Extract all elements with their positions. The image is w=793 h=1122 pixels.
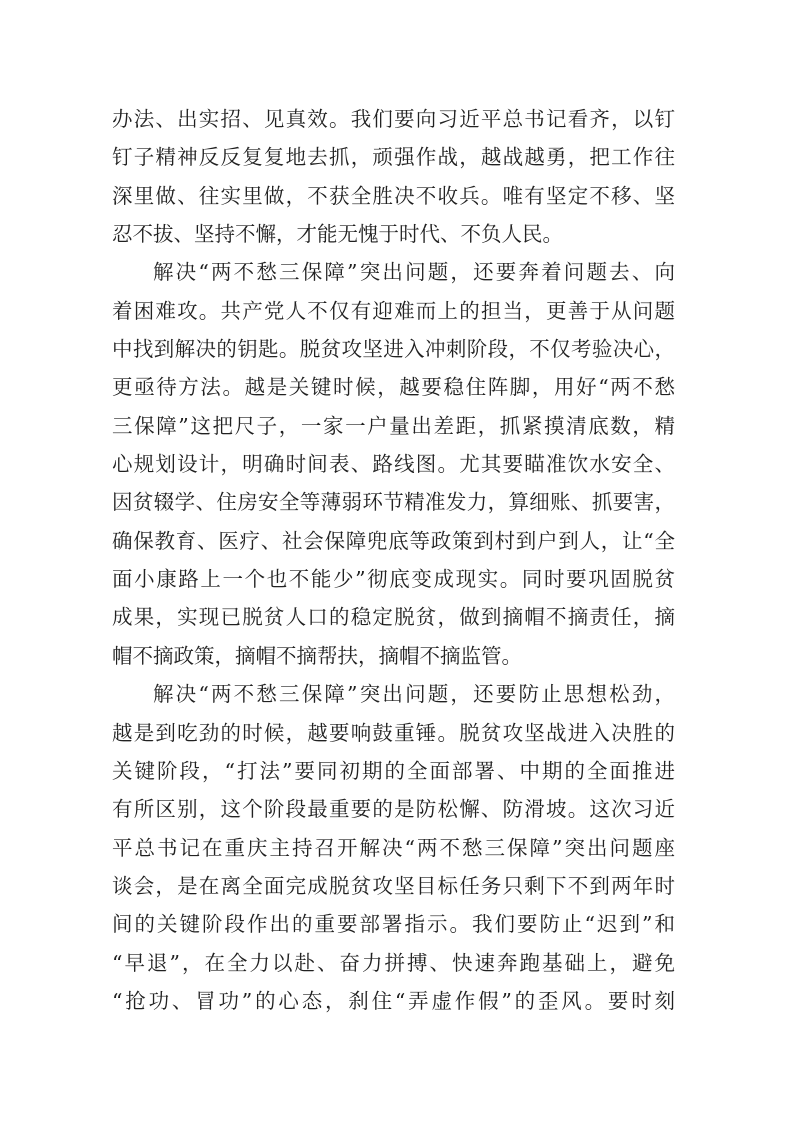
text-line: 解决“两不愁三保障”突出问题，还要防止思想松劲， (153, 682, 675, 707)
text-line: 平总书记在重庆主持召开解决“两不愁三保障”突出问题座 (112, 835, 675, 860)
text-line: 解决“两不愁三保障”突出问题，还要奔着问题去、向 (153, 260, 675, 285)
text-line: 深里做、往实里做，不获全胜决不收兵。唯有坚定不移、坚 (112, 183, 675, 208)
paragraph (112, 253, 675, 675)
text-line: “抢功、冒功”的心态，刹住“弄虚作假”的歪风。要时刻 (112, 988, 675, 1013)
text-line: 关键阶段，“打法”要同初期的全面部署、中期的全面推进 (112, 758, 675, 783)
paragraph (112, 675, 675, 1020)
text-line: 谈会，是在离全面完成脱贫攻坚目标任务只剩下不到两年时 (112, 873, 675, 898)
text-line: 面小康路上一个也不能少”彻底变成现实。同时要巩固脱贫 (112, 567, 675, 592)
text-line: 成果，实现已脱贫人口的稳定脱贫，做到摘帽不摘责任，摘 (112, 605, 675, 630)
paragraph (112, 100, 675, 253)
text-line: 着困难攻。共产党人不仅有迎难而上的担当，更善于从问题 (112, 298, 675, 323)
text-line: 帽不摘政策，摘帽不摘帮扶，摘帽不摘监管。 (112, 643, 522, 668)
text-line: 心规划设计，明确时间表、路线图。尤其要瞄准饮水安全、 (112, 452, 675, 477)
text-line: 因贫辍学、住房安全等薄弱环节精准发力，算细账、抓要害， (112, 490, 675, 515)
text-line: 间的关键阶段作出的重要部署指示。我们要防止“迟到”和 (112, 912, 675, 937)
text-line: 确保教育、医疗、社会保障兜底等政策到村到户到人，让“全 (112, 528, 675, 553)
text-line: 钉子精神反反复复地去抓，顽强作战，越战越勇，把工作往 (112, 145, 675, 170)
text-line: 办法、出实招、见真效。我们要向习近平总书记看齐，以钉 (112, 107, 675, 131)
text-line: 有所区别，这个阶段最重要的是防松懈、防滑坡。这次习近 (112, 797, 675, 822)
text-line: “早退”，在全力以赴、奋力拼搏、快速奔跑基础上，避免 (112, 950, 675, 975)
text-line: 越是到吃劲的时候，越要响鼓重锤。脱贫攻坚战进入决胜的 (112, 720, 675, 745)
text-line: 三保障”这把尺子，一家一户量出差距，抓紧摸清底数，精 (112, 413, 675, 438)
text-line: 中找到解决的钥匙。脱贫攻坚进入冲刺阶段，不仅考验决心， (112, 337, 675, 362)
text-line: 忍不拔、坚持不懈，才能无愧于时代、不负人民。 (112, 222, 563, 247)
document-body (112, 100, 675, 1020)
text-line: 更亟待方法。越是关键时候，越要稳住阵脚，用好“两不愁 (112, 375, 675, 400)
